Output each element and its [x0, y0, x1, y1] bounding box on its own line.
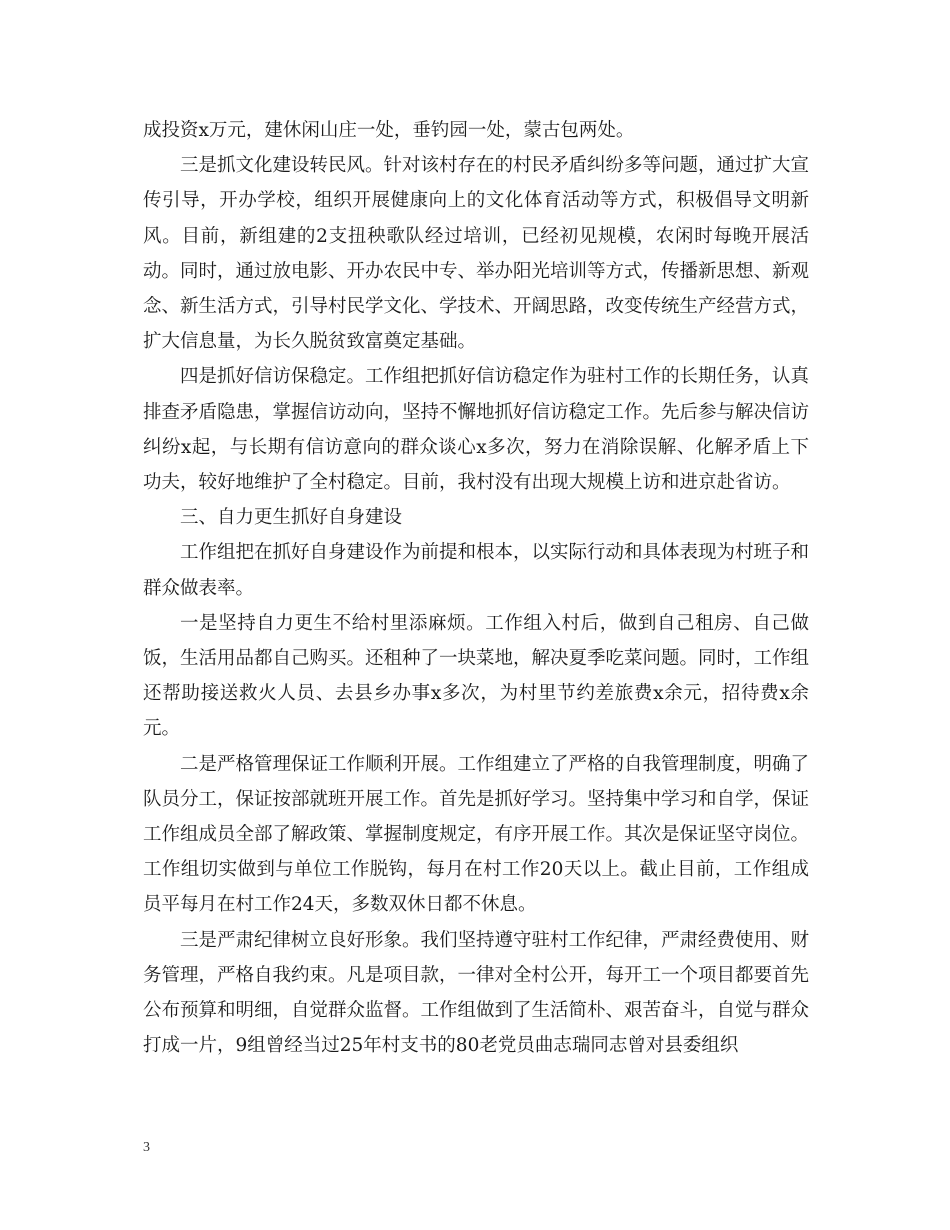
- section-heading-self-building: 三、自力更生抓好自身建设: [180, 507, 403, 529]
- document-body: [143, 113, 809, 1063]
- paragraph-discipline: 三是严肃纪律树立良好形象。我们坚持遵守驻村工作纪律，严肃经费使用、财务管理，严格自我约束。凡是项目款，一律对全村公开，每开工一个项目都要首先公布预算和明细，自觉群众监督。工作组做到了生活简朴、艰苦奋斗，自觉与群众打成一片，9组曾经当过25年村支书的80老党员曲志瑞同志曾对县委组织: [143, 929, 810, 1057]
- paragraph-strict-management: 二是严格管理保证工作顺利开展。工作组建立了严格的自我管理制度，明确了队员分工，保证按部就班开展工作。首先是抓好学习。坚持集中学习和自学，保证工作组成员全部了解政策、掌握制度规定，有序开展工作。其次是保证坚守岗位。工作组切实做到与单位工作脱钩，每月在村工作20天以上。截止目前，工作组成员平每月在村工作24天，多数双休日都不休息。: [143, 753, 810, 916]
- paragraph-culture-building: 三是抓文化建设转民风。针对该村存在的村民矛盾纠纷多等问题，通过扩大宣传引导，开办学校，组织开展健康向上的文化体育活动等方式，积极倡导文明新风。目前，新组建的2支扭秧歌队经过培训，已经初见规模，农闲时每晚开展活动。同时，通过放电影、开办农民中专、举办阳光培训等方式，传播新思想、新观念、新生活方式，引导村民学文化、学技术、开阔思路，改变传统生产经营方式，扩大信息量，为长久脱贫致富奠定基础。: [143, 155, 810, 353]
- paragraph-self-building-intro: 工作组把在抓好自身建设作为前提和根本，以实际行动和具体表现为村班子和群众做表率。: [143, 542, 810, 599]
- page-number: 3: [143, 1140, 150, 1155]
- paragraph-continuation: 成投资x万元，建休闲山庄一处，垂钓园一处，蒙古包两处。: [143, 120, 635, 141]
- paragraph-petition-stability: 四是抓好信访保稳定。工作组把抓好信访稳定作为驻村工作的长期任务，认真排查矛盾隐患，掌握信访动向，坚持不懈地抓好信访稳定工作。先后参与解决信访纠纷x起，与长期有信访意向的群众谈心x多次，努力在消除误解、化解矛盾上下功夫，较好地维护了全村稳定。目前，我村没有出现大规模上访和进京赴省访。: [143, 366, 810, 494]
- paragraph-self-reliance: 一是坚持自力更生不给村里添麻烦。工作组入村后，做到自己租房、自己做饭，生活用品都自己购买。还租种了一块菜地，解决夏季吃菜问题。同时，工作组还帮助接送救火人员、去县乡办事x多次，为村里节约差旅费x余元，招待费x余元。: [143, 612, 810, 740]
